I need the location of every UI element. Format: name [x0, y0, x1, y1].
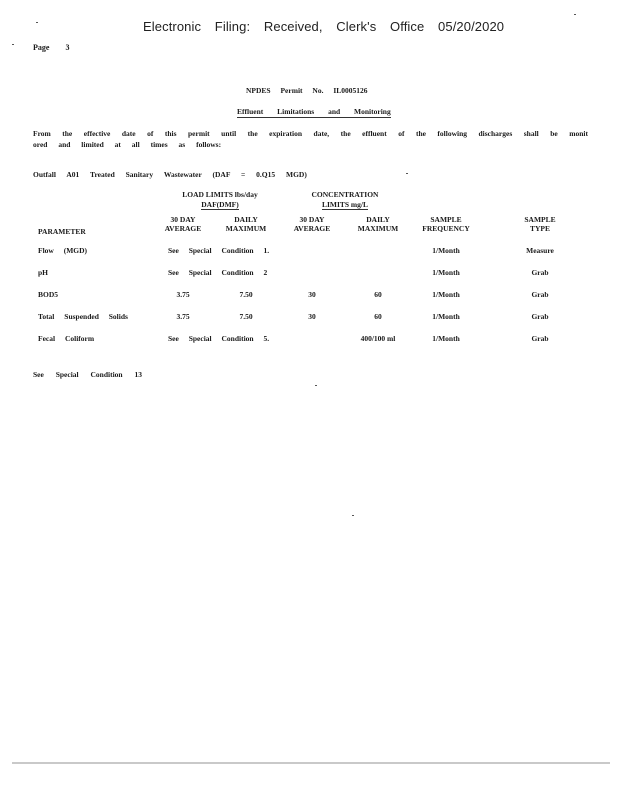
scan-speck: [574, 14, 576, 15]
cell-freq: 1/Month: [432, 246, 460, 255]
concentration-label: CONCENTRATION: [311, 190, 379, 199]
col-parameter: PARAMETER: [38, 227, 86, 236]
cell-conc-daily: 400/100 ml: [360, 334, 396, 343]
cell-conc-30: 30: [308, 312, 316, 321]
scan-edge-line: [12, 762, 610, 764]
col-sample-frequency: [416, 215, 476, 233]
concentration-sub: LIMITS mg/L: [321, 200, 369, 209]
col-conc-30day-line1: 30 DAY: [299, 215, 325, 224]
intro-paragraph: From the effective date of this permit until the expiration date, the effluent of the following discharges shall be monit ored and limited at all times as follows:: [33, 129, 588, 149]
cell-type: Grab: [531, 268, 549, 277]
cell-freq: 1/Month: [432, 334, 460, 343]
cell-type: Measure: [526, 246, 554, 255]
col-sample-frequency-line1: SAMPLE: [430, 215, 462, 224]
cell-type: Grab: [531, 312, 549, 321]
cell-type: Grab: [531, 290, 549, 299]
permit-title: NPDES Permit No. IL0005126: [246, 86, 368, 95]
cell-load-30: See Special Condition 5.: [168, 334, 270, 343]
load-limits-header: [165, 190, 275, 210]
cell-load-30: See Special Condition 1.: [168, 246, 270, 255]
cell-type: Grab: [531, 334, 549, 343]
col-conc-daily-line2: MAXIMUM: [357, 224, 399, 233]
col-load-30day-line2: AVERAGE: [164, 224, 202, 233]
cell-parameter: pH: [38, 268, 49, 277]
load-limits-sub: DAF(DMF): [201, 200, 239, 209]
cell-load-daily: 7.50: [239, 290, 253, 299]
col-load-30day-line1: 30 DAY: [170, 215, 196, 224]
col-conc-daily-line1: DAILY: [366, 215, 390, 224]
cell-parameter: Flow (MGD): [38, 246, 88, 255]
cell-conc-30: 30: [308, 290, 316, 299]
col-sample-type-line1: SAMPLE: [524, 215, 556, 224]
col-load-daily-line2: MAXIMUM: [225, 224, 267, 233]
col-conc-30day: [284, 215, 340, 233]
col-conc-daily: [350, 215, 406, 233]
cell-load-30: 3.75: [176, 290, 190, 299]
outfall-description: Outfall A01 Treated Sanitary Wastewater (DAF = 0.Q15 MGD): [33, 170, 307, 179]
scan-speck: [406, 173, 408, 174]
cell-freq: 1/Month: [432, 268, 460, 277]
cell-parameter: Fecal Coliform: [38, 334, 95, 343]
col-conc-30day-line2: AVERAGE: [293, 224, 331, 233]
scan-speck: [12, 44, 14, 45]
col-load-daily-line1: DAILY: [234, 215, 258, 224]
cell-parameter: Total Suspended Solids: [38, 312, 128, 321]
cell-conc-daily: 60: [374, 312, 382, 321]
cell-load-30: See Special Condition 2: [168, 268, 268, 277]
cell-conc-daily: 60: [374, 290, 382, 299]
col-sample-type-line2: TYPE: [529, 224, 550, 233]
page-number: Page 3: [33, 43, 70, 52]
col-load-30day: [155, 215, 211, 233]
cell-parameter: BOD5: [38, 290, 59, 299]
footer-note: See Special Condition 13: [33, 370, 142, 379]
filing-stamp: Electronic Filing: Received, Clerk's Office 05/20/2020: [143, 19, 505, 34]
col-sample-type: [512, 215, 568, 233]
scan-speck: [352, 515, 354, 516]
cell-load-daily: 7.50: [239, 312, 253, 321]
load-limits-label: LOAD LIMITS lbs/day: [182, 190, 258, 199]
cell-load-30: 3.75: [176, 312, 190, 321]
col-load-daily: [218, 215, 274, 233]
cell-freq: 1/Month: [432, 312, 460, 321]
cell-freq: 1/Month: [432, 290, 460, 299]
col-sample-frequency-line2: FREQUENCY: [422, 224, 470, 233]
scan-speck: [315, 385, 317, 386]
section-subtitle: Effluent Limitations and Monitoring: [237, 107, 391, 116]
scan-speck: [36, 22, 38, 23]
concentration-header: [300, 190, 390, 210]
